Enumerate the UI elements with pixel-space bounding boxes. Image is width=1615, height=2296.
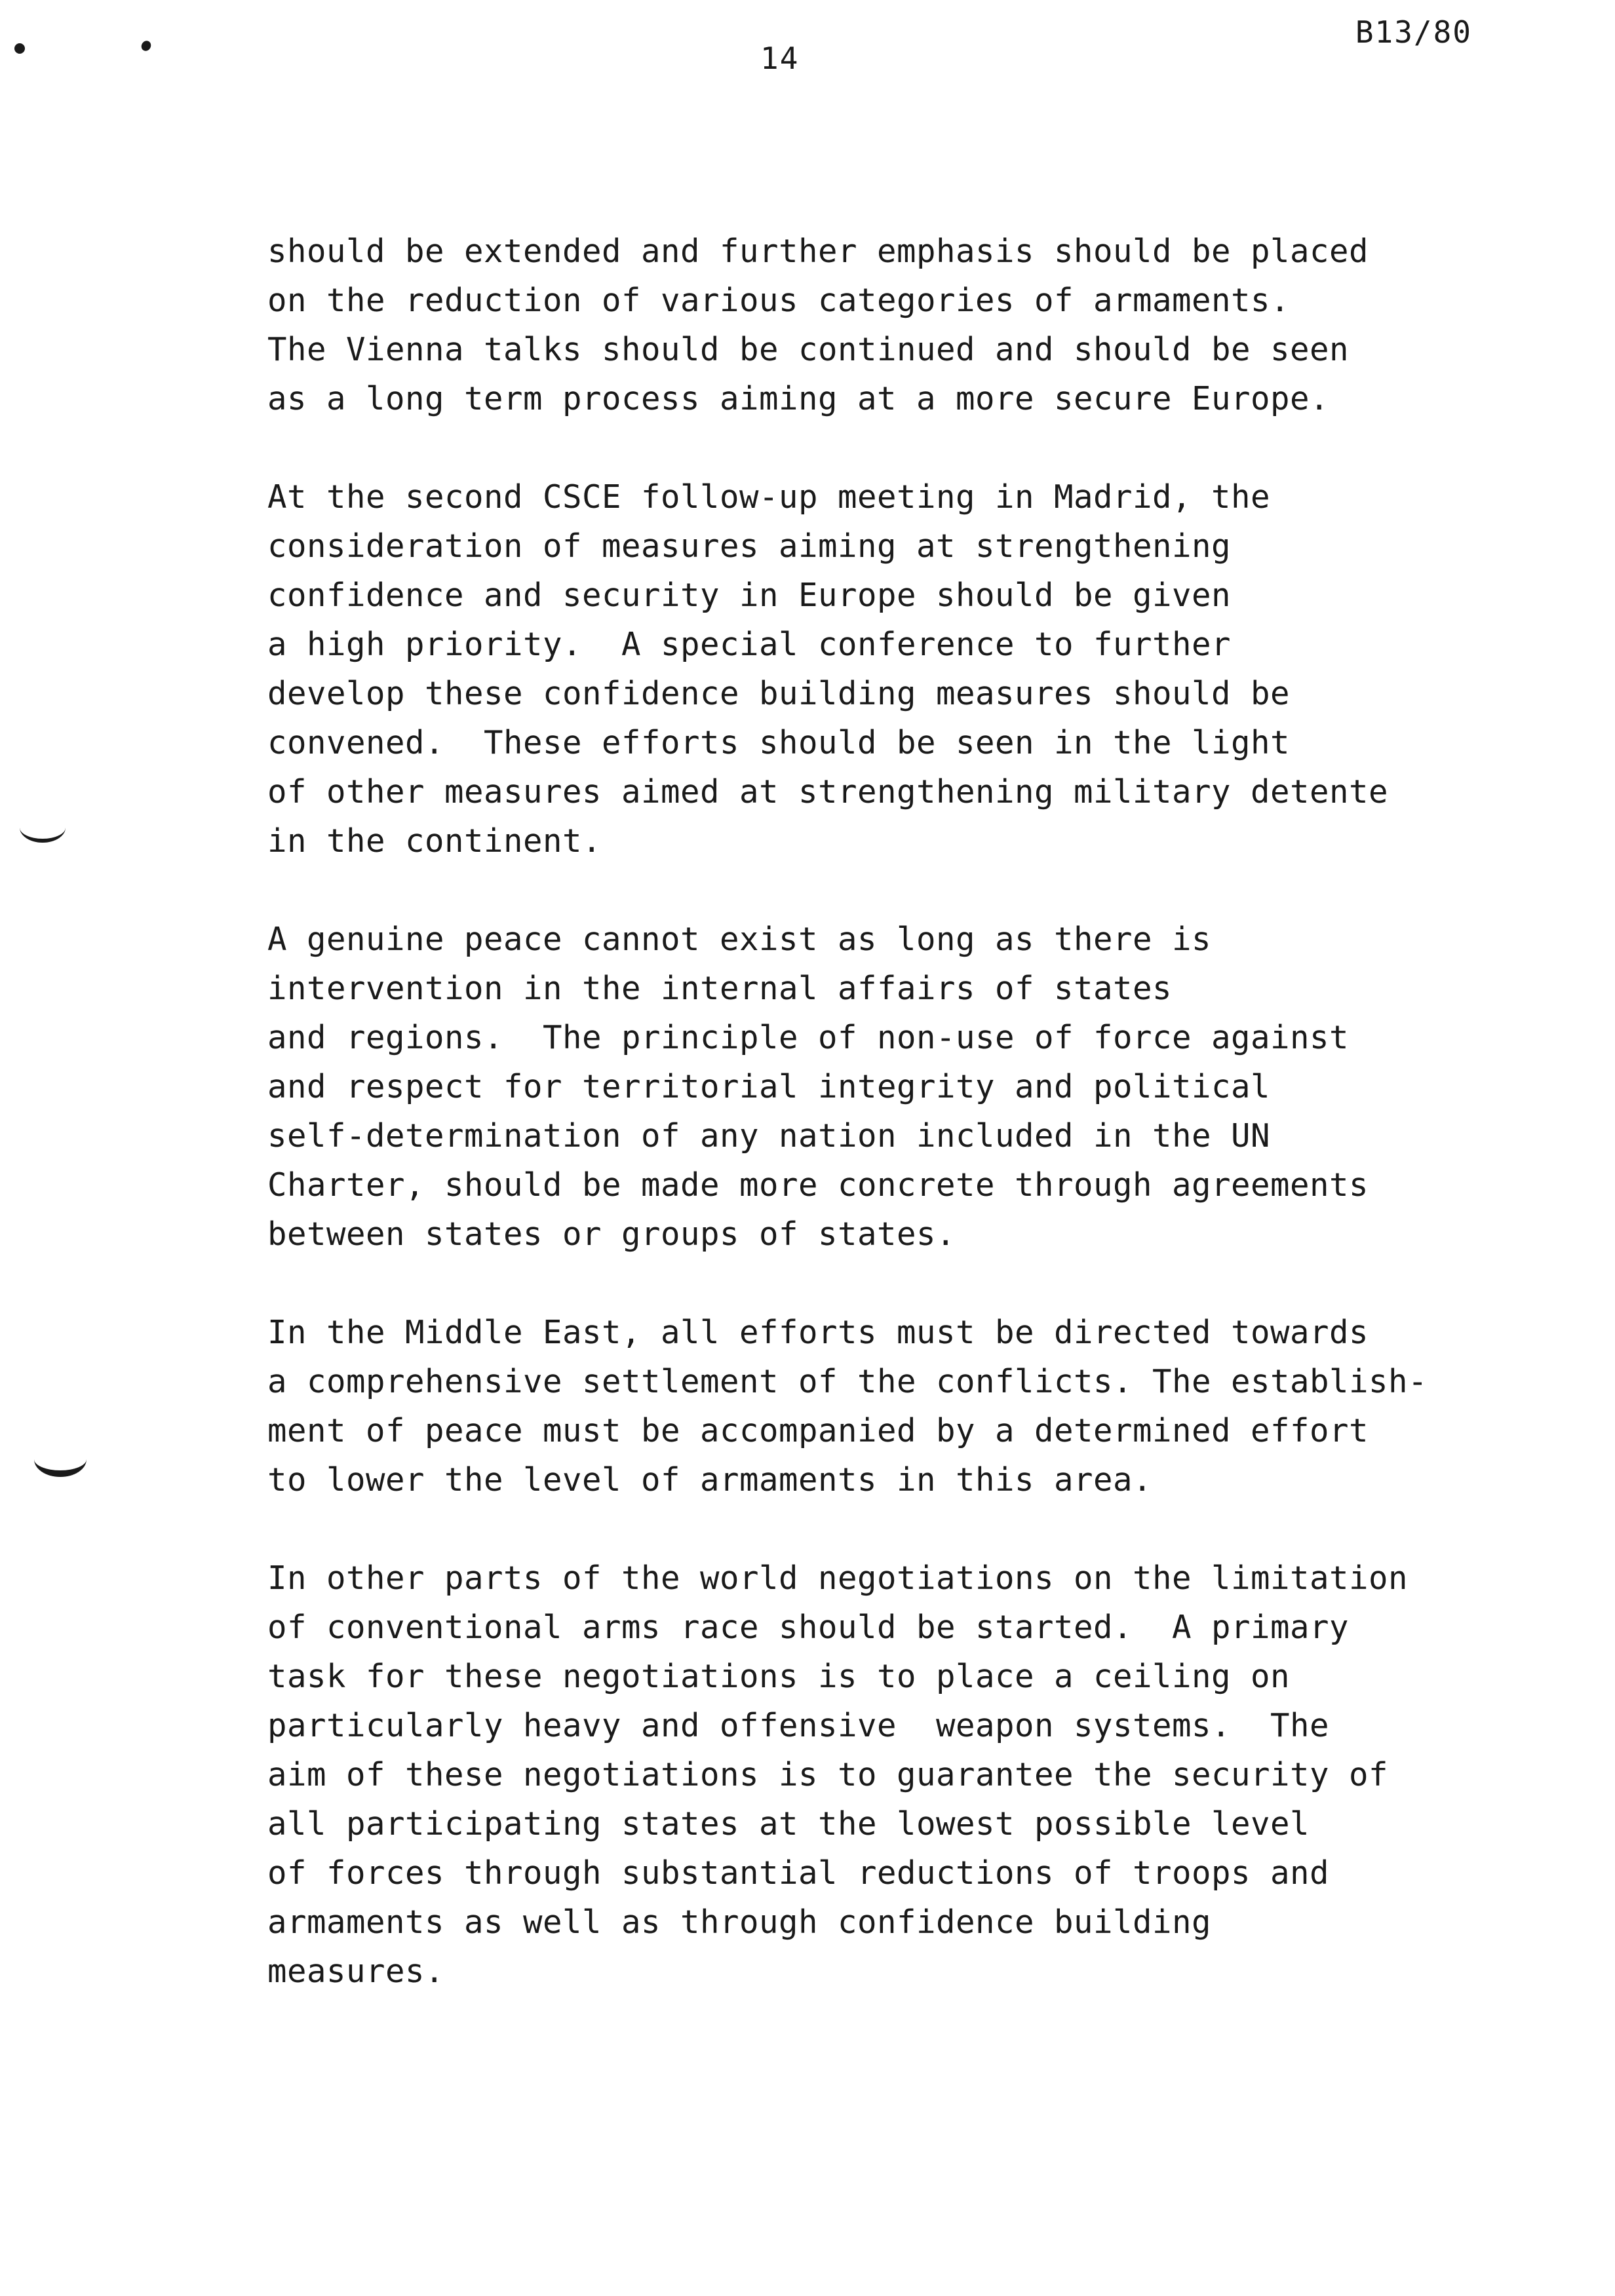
text-line: In the Middle East, all efforts must be directed towards: [267, 1314, 1369, 1351]
scan-dot-mark: [14, 43, 25, 54]
text-line: as a long term process aiming at a more secure Europe.: [267, 380, 1330, 417]
text-line: convened. These efforts should be seen in the light: [267, 724, 1291, 761]
text-line: of other measures aimed at strengthening military detente: [267, 773, 1389, 811]
scan-dot-mark: [140, 39, 153, 53]
text-line: of forces through substantial reductions of troops and: [267, 1854, 1330, 1892]
text-line: In other parts of the world negotiations on the limitation: [267, 1559, 1409, 1597]
text-line: intervention in the internal affairs of states: [267, 970, 1173, 1007]
text-line: self-determination of any nation included in the UN: [267, 1117, 1271, 1155]
text-line: The Vienna talks should be continued and should be seen: [267, 331, 1350, 368]
paragraph: [267, 227, 1447, 423]
text-line: confidence and security in Europe should be given: [267, 577, 1232, 614]
scan-arc-mark: [34, 1442, 87, 1477]
page-number: 14: [760, 41, 800, 76]
text-line: all participating states at the lowest possible level: [267, 1805, 1310, 1843]
scan-arc-mark: [20, 813, 66, 843]
text-line: ment of peace must be accompanied by a determined effort: [267, 1412, 1369, 1449]
text-line: and regions. The principle of non-use of force against: [267, 1019, 1350, 1056]
text-line: to lower the level of armaments in this area.: [267, 1461, 1153, 1499]
text-line: and respect for territorial integrity and political: [267, 1068, 1271, 1105]
text-line: Charter, should be made more concrete through agreements: [267, 1166, 1369, 1204]
text-line: develop these confidence building measures should be: [267, 675, 1291, 712]
text-line: should be extended and further emphasis should be placed: [267, 233, 1369, 270]
paragraph: [267, 915, 1447, 1259]
text-line: At the second CSCE follow-up meeting in Madrid, the: [267, 478, 1271, 516]
text-line: a high priority. A special conference to further: [267, 626, 1232, 663]
text-line: measures.: [267, 1953, 445, 1990]
text-line: particularly heavy and offensive weapon systems. The: [267, 1707, 1330, 1744]
text-line: in the continent.: [267, 822, 602, 860]
text-line: on the reduction of various categories of armaments.: [267, 282, 1291, 319]
text-line: A genuine peace cannot exist as long as there is: [267, 921, 1212, 958]
text-line: aim of these negotiations is to guarantee the security of: [267, 1756, 1389, 1793]
text-line: consideration of measures aiming at strengthening: [267, 527, 1232, 565]
paragraph: [267, 1554, 1447, 1996]
document-body: [267, 227, 1447, 2045]
text-line: armaments as well as through confidence building: [267, 1904, 1212, 1941]
text-line: a comprehensive settlement of the conflicts. The establish-: [267, 1363, 1428, 1400]
text-line: task for these negotiations is to place a ceiling on: [267, 1658, 1291, 1695]
paragraph: [267, 472, 1447, 866]
text-line: of conventional arms race should be started. A primary: [267, 1609, 1350, 1646]
text-line: between states or groups of states.: [267, 1215, 956, 1253]
paragraph: [267, 1308, 1447, 1504]
document-reference: B13/80: [1355, 14, 1472, 50]
